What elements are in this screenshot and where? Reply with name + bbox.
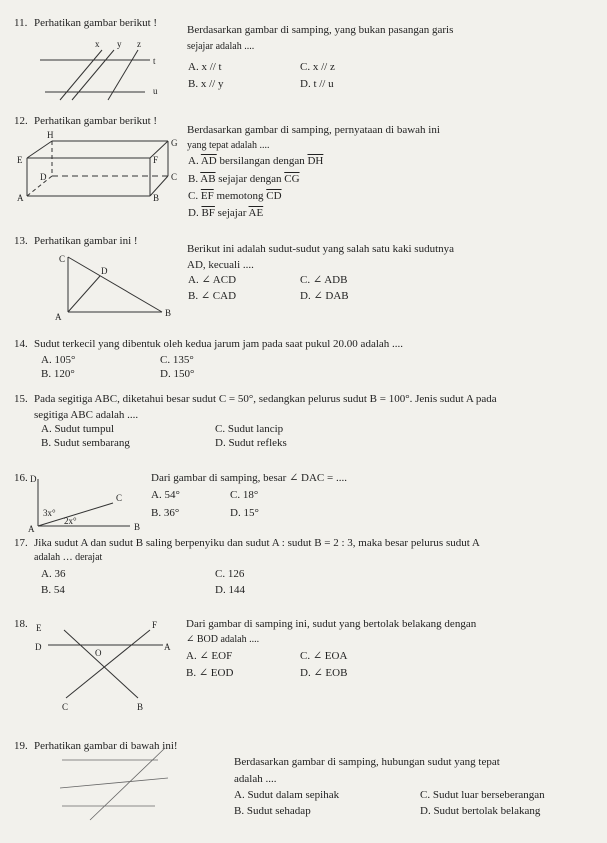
q12-label-B: B [153,193,160,203]
q14-option-a[interactable]: A. 105° [41,354,76,366]
q11-stem-line1: Berdasarkan gambar di samping, yang bukan pasangan garis [187,24,454,36]
q18-number: 18. [14,618,28,630]
q11-label-y: y [117,39,122,49]
q13-option-b[interactable]: B. ∠ CAD [188,290,237,302]
q16-angle-3x: 3x° [43,508,56,518]
q19-transversal-figure [0,0,240,830]
q12-label-G: G [171,138,178,148]
q11-option-d[interactable]: D. t // u [300,78,334,90]
q19-title: Perhatikan gambar di bawah ini! [34,740,178,752]
q16-option-c[interactable]: C. 18° [230,489,259,501]
q13-label-C: C [59,254,66,264]
q13-option-c[interactable]: C. ∠ ADB [300,274,348,286]
q16-option-d[interactable]: D. 15° [230,507,259,519]
q13-stem-line2: AD, kecuali .... [187,259,254,271]
q18-label-B: B [137,702,144,712]
q18-label-F: F [152,620,158,630]
q16-label-B: B [134,522,141,532]
q19-number: 19. [14,740,28,752]
q13-label-D: D [101,266,108,276]
q13-option-a[interactable]: A. ∠ ACD [188,274,237,286]
q14-option-c[interactable]: C. 135° [160,354,194,366]
q12-title: Perhatikan gambar berikut ! [34,115,158,127]
q11-title: Perhatikan gambar berikut ! [34,17,158,29]
q12-label-A: A [17,193,24,203]
q18-label-D: D [35,642,42,652]
q16-angle-2x: 2x° [64,516,77,526]
q18-option-a[interactable]: A. ∠ EOF [186,650,233,662]
q17-number: 17. [14,537,28,549]
q12-option-c[interactable]: C. $\overline{EF}$ memotong $\overline{CD}$ [188,190,282,202]
q14-option-d[interactable]: D. 150° [160,368,195,380]
q15-option-b[interactable]: B. Sudut sembarang [41,437,130,449]
q12-stem-line1: Berdasarkan gambar di samping, pernyataan di bawah ini [187,124,440,136]
q11-label-x: x [95,39,100,49]
q18-option-d[interactable]: D. ∠ EOB [300,667,348,679]
q12-label-E: E [17,155,23,165]
q12-label-F: F [153,155,159,165]
q16-option-b[interactable]: B. 36° [151,507,180,519]
q18-stem-line2: ∠ BOD adalah .... [186,634,260,645]
q13-stem-line1: Berikut ini adalah sudut-sudut yang salah satu kaki sudutnya [187,243,455,255]
q15-stem-line2: segitiga ABC adalah .... [34,409,139,421]
q11-label-u: u [153,86,158,96]
q16-label-C: C [116,493,123,503]
q17-option-a[interactable]: A. 36 [41,568,66,580]
q17-option-b[interactable]: B. 54 [41,584,65,596]
q14-option-b[interactable]: B. 120° [41,368,75,380]
q11-stem-line2: sejajar adalah .... [187,41,255,52]
q14-number: 14. [14,338,28,350]
q12-label-D: D [40,172,47,182]
q15-option-c[interactable]: C. Sudut lancip [215,423,284,435]
q16-stem: Dari gambar di samping, besar ∠ DAC = .... [151,472,347,484]
q15-stem-line1: Pada segitiga ABC, diketahui besar sudut C = 50°, sedangkan pelurus sudut B = 100°. Jenis sudut A pada [34,393,497,405]
q11-option-c[interactable]: C. x // z [300,61,335,73]
q13-option-d[interactable]: D. ∠ DAB [300,290,349,302]
q19-option-d[interactable]: D. Sudut bertolak belakang [420,805,541,817]
q18-stem-line1: Dari gambar di samping ini, sudut yang bertolak belakang dengan [186,618,477,630]
q11-label-t: t [153,56,156,66]
q12-option-a[interactable]: A. $\overline{AD}$ bersilangan dengan $\overline{DH}$ [188,155,324,167]
q18-label-A: A [164,642,171,652]
q15-option-a[interactable]: A. Sudut tumpul [41,423,115,435]
q11-option-a[interactable]: A. x // t [188,61,222,73]
q12-stem-line2: yang tepat adalah .... [187,140,270,151]
q18-label-C: C [62,702,69,712]
q18-option-b[interactable]: B. ∠ EOD [186,667,234,679]
q12-option-d[interactable]: D. $\overline{BF}$ sejajar $\overline{AE}$ [188,207,264,219]
q12-label-H: H [47,130,54,140]
q19-stem-line2: adalah .... [234,773,277,785]
q17-stem-line1: Jika sudut A dan sudut B saling berpenyiku dan sudut A : sudut B = 2 : 3, maka besar pelurus sudut A [34,537,480,549]
q18-label-E: E [36,623,42,633]
q12-option-b[interactable]: B. $\overline{AB}$ sejajar dengan $\overline{CG}$ [188,173,300,185]
q17-stem-line2: adalah … derajat [34,552,103,563]
q11-number: 11. [14,17,28,29]
q17-option-d[interactable]: D. 144 [215,584,245,596]
q11-option-b[interactable]: B. x // y [188,78,224,90]
q13-title: Perhatikan gambar ini ! [34,235,138,247]
q12-label-C: C [171,172,178,182]
q17-option-c[interactable]: C. 126 [215,568,245,580]
q13-label-B: B [165,308,172,318]
q14-stem: Sudut terkecil yang dibentuk oleh kedua jarum jam pada saat pukul 20.00 adalah .... [34,338,404,350]
q16-label-A: A [28,524,35,534]
q19-option-a[interactable]: A. Sudut dalam sepihak [234,789,340,801]
q19-stem-line1: Berdasarkan gambar di samping, hubungan sudut yang tepat [234,756,500,768]
q15-option-d[interactable]: D. Sudut refleks [215,437,287,449]
q18-option-c[interactable]: C. ∠ EOA [300,650,348,662]
q16-option-a[interactable]: A. 54° [151,489,180,501]
q16-label-D: D [30,474,37,484]
q18-label-O: O [95,648,102,658]
q12-number: 12. [14,115,28,127]
q13-label-A: A [55,312,62,322]
q15-number: 15. [14,393,28,405]
q16-number: 16. [14,472,28,484]
q19-option-b[interactable]: B. Sudut sehadap [234,805,311,817]
q19-option-c[interactable]: C. Sudut luar berseberangan [420,789,545,801]
q11-label-z: z [137,39,141,49]
q13-number: 13. [14,235,28,247]
